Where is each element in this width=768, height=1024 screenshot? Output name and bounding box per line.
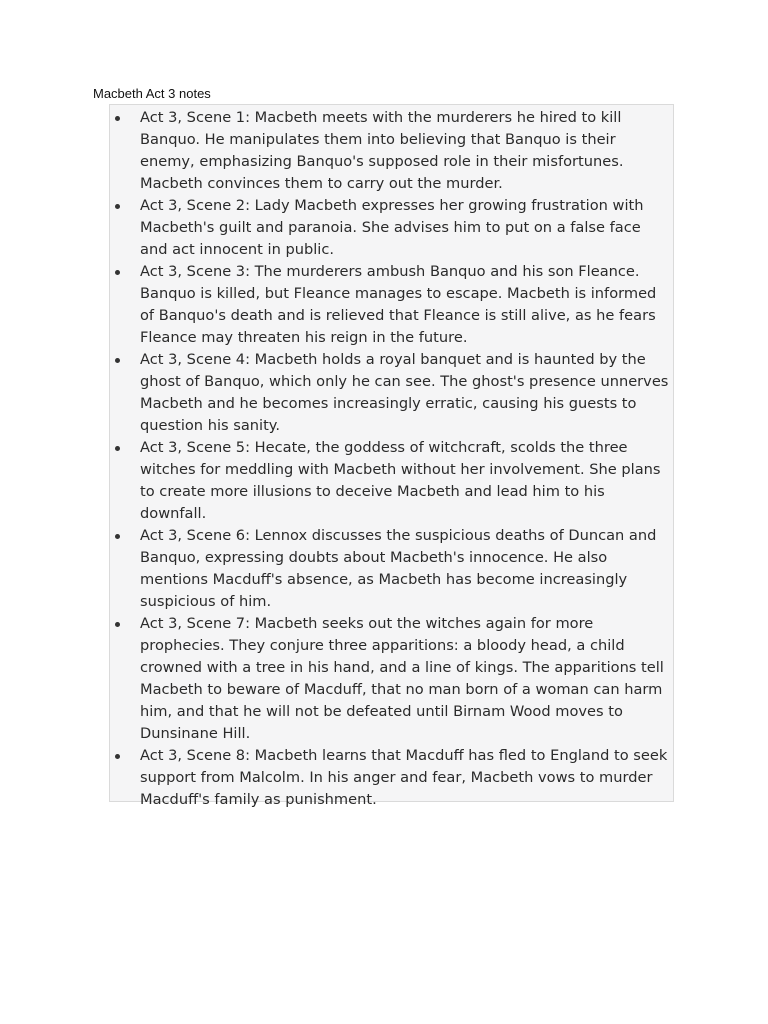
- note-text: Act 3, Scene 8: Macbeth learns that Macduff has fled to England to seek support from Malcolm. In his anger and fear, Macbeth vows to murder Macduff's family as punishment.: [140, 747, 668, 808]
- note-item-scene-7: [110, 613, 673, 745]
- document-title: Macbeth Act 3 notes: [93, 86, 211, 101]
- note-text: Act 3, Scene 2: Lady Macbeth expresses her growing frustration with Macbeth's guilt and paranoia. She advises him to put on a false face and act innocent in public.: [140, 197, 644, 258]
- note-text: Act 3, Scene 1: Macbeth meets with the murderers he hired to kill Banquo. He manipulates them into believing that Banquo is their enemy, emphasizing Banquo's supposed role in their misfortunes. Macbeth convinces them to carry out the murder.: [140, 109, 624, 192]
- bullet-icon: [115, 446, 120, 451]
- notes-list: [110, 107, 673, 811]
- bullet-icon: [115, 116, 120, 121]
- note-text: Act 3, Scene 5: Hecate, the goddess of witchcraft, scolds the three witches for meddling with Macbeth without her involvement. She plans to create more illusions to deceive Macbeth and lead him to his downfall.: [140, 439, 661, 522]
- note-text: Act 3, Scene 7: Macbeth seeks out the witches again for more prophecies. They conjure three apparitions: a bloody head, a child crowned with a tree in his hand, and a line of kings. The apparitions tell Macbeth to beware of Macduff, that no man born of a woman can harm him, and that he will not be defeated until Birnam Wood moves to Dunsinane Hill.: [140, 615, 664, 742]
- note-item-scene-3: [110, 261, 673, 349]
- note-item-scene-8: [110, 745, 673, 811]
- bullet-icon: [115, 534, 120, 539]
- bullet-icon: [115, 358, 120, 363]
- bullet-icon: [115, 622, 120, 627]
- note-item-scene-5: [110, 437, 673, 525]
- note-item-scene-2: [110, 195, 673, 261]
- note-text: Act 3, Scene 3: The murderers ambush Banquo and his son Fleance. Banquo is killed, but Fleance manages to escape. Macbeth is informed of Banquo's death and is relieved that Fleance is still alive, as he fears Fleance may threaten his reign in the future.: [140, 263, 657, 346]
- bullet-icon: [115, 270, 120, 275]
- bullet-icon: [115, 204, 120, 209]
- bullet-icon: [115, 754, 120, 759]
- notes-box: [109, 104, 674, 808]
- note-item-scene-1: [110, 107, 673, 195]
- note-text: Act 3, Scene 6: Lennox discusses the suspicious deaths of Duncan and Banquo, expressing doubts about Macbeth's innocence. He also mentions Macduff's absence, as Macbeth has become increasingly suspicious of him.: [140, 527, 657, 610]
- note-text: Act 3, Scene 4: Macbeth holds a royal banquet and is haunted by the ghost of Banquo, which only he can see. The ghost's presence unnerves Macbeth and he becomes increasingly erratic, causing his guests to question his sanity.: [140, 351, 669, 434]
- note-item-scene-6: [110, 525, 673, 613]
- note-item-scene-4: [110, 349, 673, 437]
